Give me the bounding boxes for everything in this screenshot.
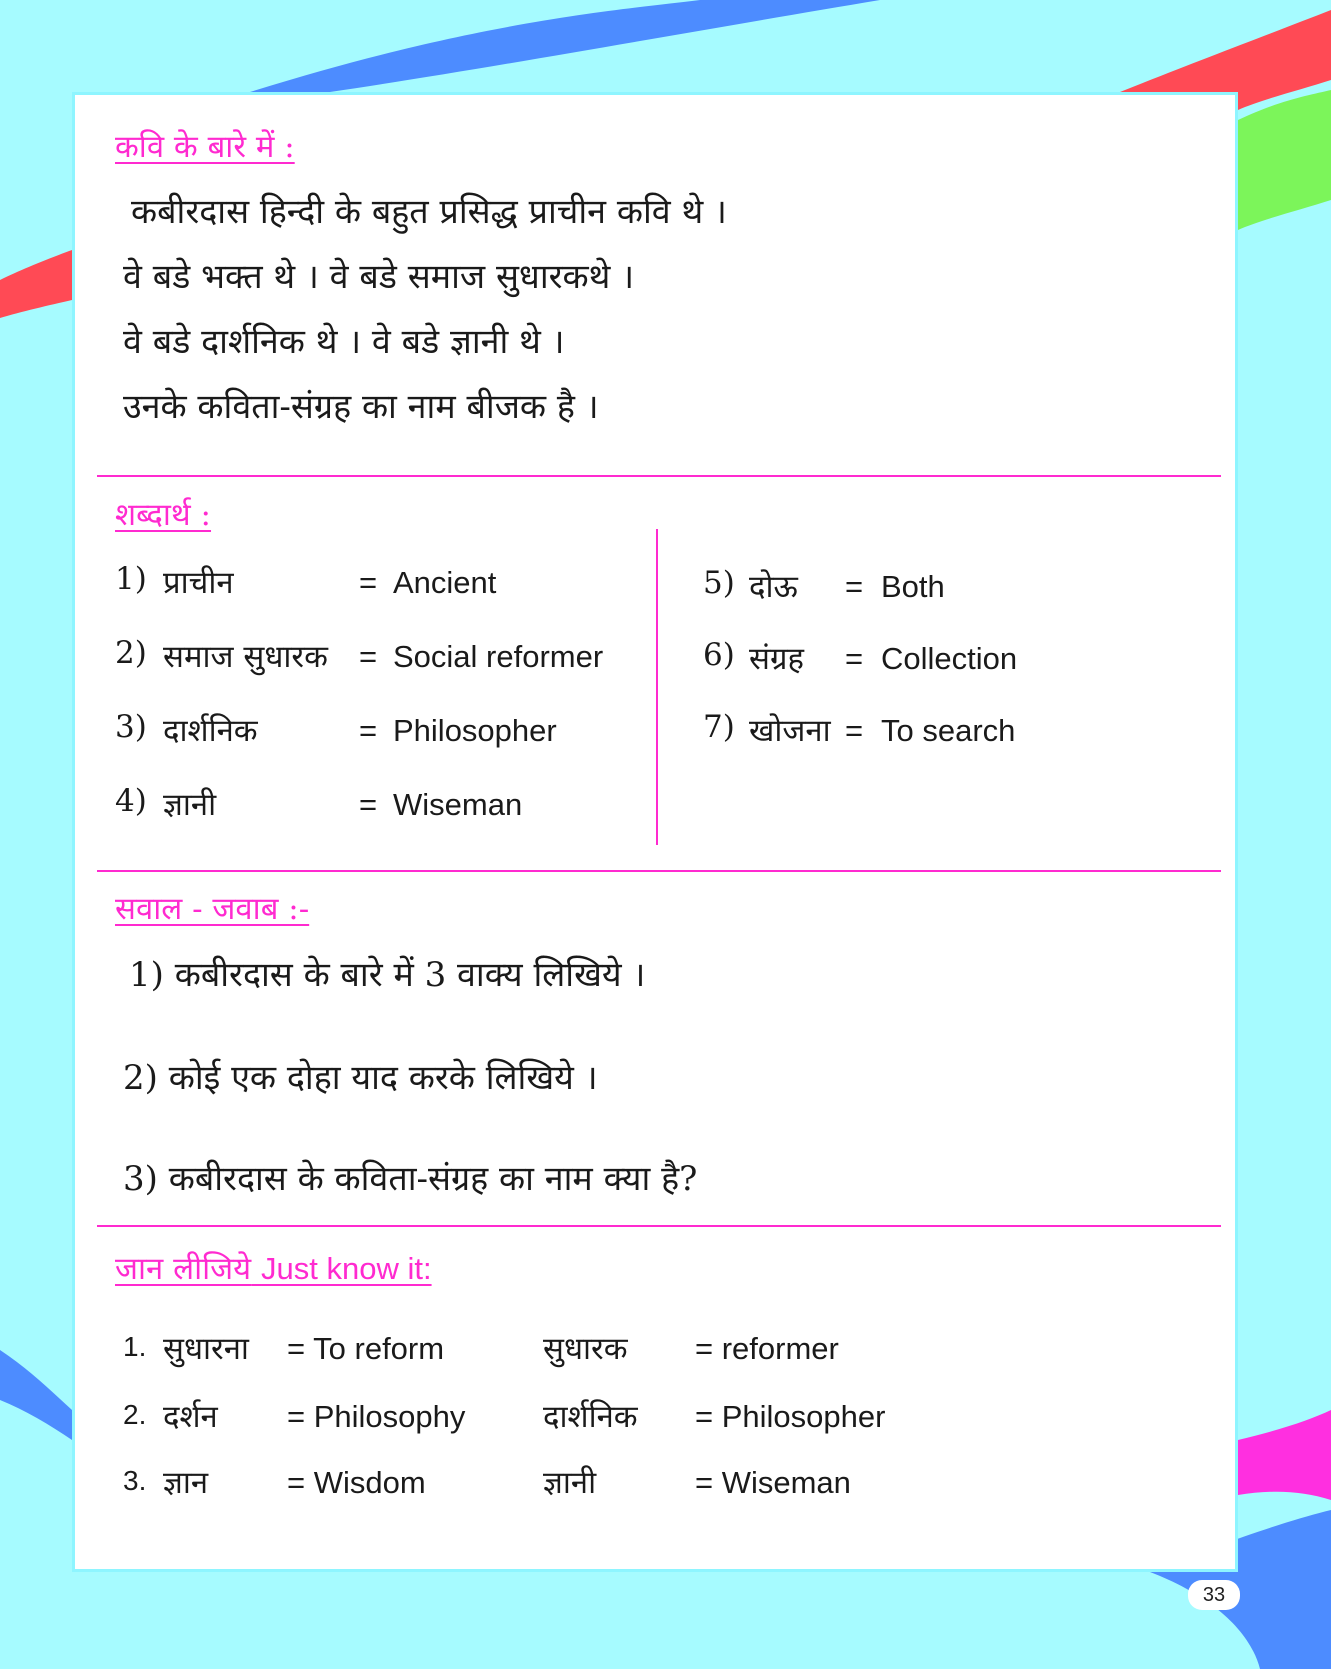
hindi-word: ज्ञानी [163, 787, 217, 823]
section-divider [97, 475, 1221, 477]
question-item: 1) कबीरदास के बारे में 3 वाक्य लिखिये । [129, 955, 646, 995]
equals-sign: = [359, 639, 378, 674]
about-line: कबीरदास हिन्दी के बहुत प्रसिद्ध प्राचीन कवि थे । [131, 192, 727, 232]
equals-sign: = [845, 569, 864, 604]
english-meaning: Philosopher [393, 713, 557, 748]
english-meaning: = Wiseman [695, 1465, 851, 1500]
english-meaning: Ancient [393, 565, 497, 600]
equals-sign: = [359, 787, 378, 822]
item-number: 2) [115, 635, 147, 671]
hindi-word: खोजना [749, 713, 831, 749]
about-line: वे बडे भक्त थे । वे बडे समाज सुधारकथे । [123, 257, 635, 297]
hindi-word: प्राचीन [163, 565, 234, 601]
item-number: 3) [115, 709, 147, 745]
item-number: 7) [703, 709, 735, 745]
english-meaning: = Wisdom [287, 1465, 426, 1500]
english-meaning: = Philosopher [695, 1399, 886, 1434]
english-meaning: Both [881, 569, 945, 604]
glossary-heading: शब्दार्थ : [115, 497, 212, 533]
about-line: उनके कविता-संग्रह का नाम बीजक है । [123, 387, 599, 427]
content-card [72, 92, 1238, 1572]
hindi-word: दार्शनिक [543, 1399, 638, 1435]
know-heading [115, 1247, 432, 1289]
hindi-word: समाज सुधारक [163, 639, 328, 675]
equals-sign: = [359, 565, 378, 600]
row-number: 3. [123, 1465, 147, 1496]
questions-heading: सवाल - जवाब :- [115, 891, 310, 927]
section-divider [97, 1225, 1221, 1227]
equals-sign: = [845, 641, 864, 676]
english-meaning: = To reform [287, 1331, 445, 1366]
row-number: 2. [123, 1399, 147, 1430]
hindi-word: दार्शनिक [163, 713, 258, 749]
page-number: 33 [1188, 1580, 1240, 1610]
english-meaning: Collection [881, 641, 1018, 676]
question-item: 3) कबीरदास के कविता-संग्रह का नाम क्या है? [123, 1159, 698, 1199]
section-divider [97, 870, 1221, 872]
english-meaning: Social reformer [393, 639, 604, 674]
english-meaning: = Philosophy [287, 1399, 466, 1434]
english-meaning: = reformer [695, 1331, 839, 1366]
hindi-word: सुधारक [543, 1331, 628, 1367]
english-meaning: Wiseman [393, 787, 523, 822]
hindi-word: ज्ञानी [543, 1465, 597, 1501]
item-number: 6) [703, 637, 735, 673]
know-heading-hindi: जान लीजिये [115, 1251, 252, 1287]
row-number: 1. [123, 1331, 147, 1362]
glossary-column-divider [656, 529, 658, 845]
equals-sign: = [845, 713, 864, 748]
item-number: 1) [115, 561, 147, 597]
about-heading: कवि के बारे में : [115, 129, 295, 165]
hindi-word: दर्शन [163, 1399, 218, 1435]
english-meaning: To search [881, 713, 1016, 748]
hindi-word: ज्ञान [163, 1465, 209, 1501]
hindi-word: सुधारना [163, 1331, 249, 1367]
question-item: 2) कोई एक दोहा याद करके लिखिये । [123, 1058, 598, 1098]
about-line: वे बडे दार्शनिक थे । वे बडे ज्ञानी थे । [123, 322, 565, 362]
know-heading-english: Just know it: [261, 1251, 432, 1286]
item-number: 5) [703, 565, 735, 601]
item-number: 4) [115, 783, 147, 819]
hindi-word: संग्रह [749, 641, 804, 677]
equals-sign: = [359, 713, 378, 748]
hindi-word: दोऊ [749, 569, 798, 605]
